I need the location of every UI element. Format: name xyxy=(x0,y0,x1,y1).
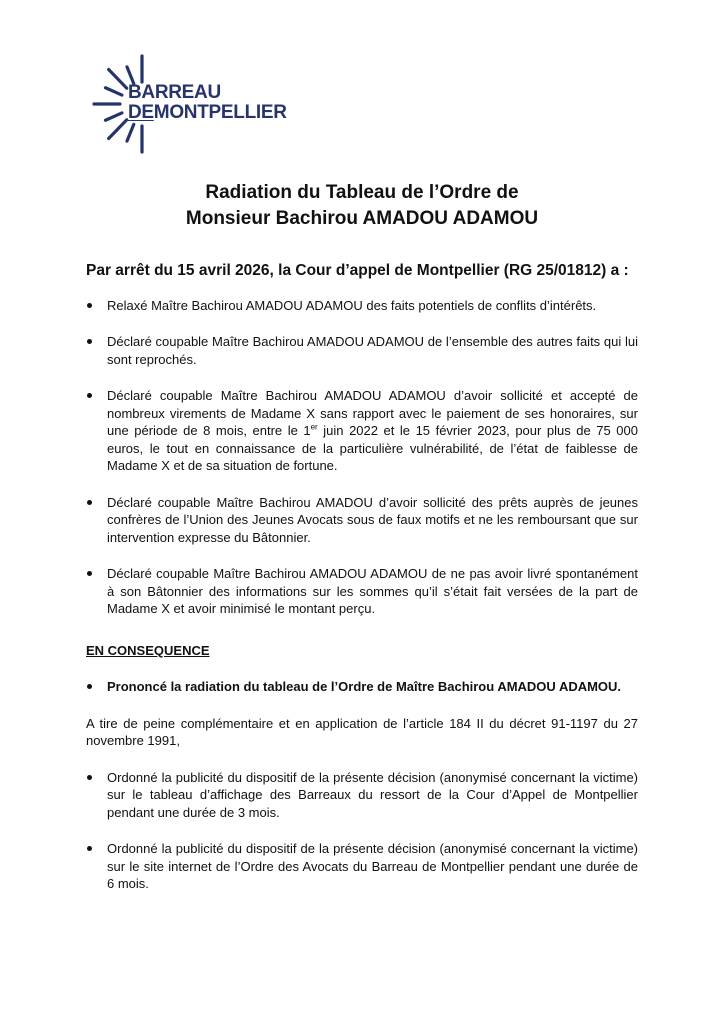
logo-ray xyxy=(109,69,127,88)
consequence-heading: EN CONSEQUENCE xyxy=(86,642,210,658)
logo-ray xyxy=(109,120,127,139)
sanction-list xyxy=(86,678,638,696)
finding-text: Déclaré coupable Maître Bachirou AMADOU ADAMOU d’avoir sollicité et accepté de nombreux virements de Madame X sans rapport avec le paiement de ses honoraires, sur une période de 8 mois, entre le 1 xyxy=(107,388,638,438)
finding-item: Déclaré coupable Maître Bachirou AMADOU d’avoir sollicité des prêts auprès de jeunes confrères de l’Union des Jeunes Avocats sous de faux motifs et ne les remboursant que sur intervention expresse du Bâtonnier. xyxy=(86,494,638,547)
finding-item xyxy=(86,387,638,475)
findings-list xyxy=(86,297,638,618)
additional-penalty-text: A tire de peine complémentaire et en application de l’article 184 II du décret 91-1197 du 27 novembre 1991, xyxy=(86,715,638,748)
decision-intro: Par arrêt du 15 avril 2026, la Cour d’appel de Montpellier (RG 25/01812) a : xyxy=(86,262,629,279)
logo-montpellier: MONTPELLIER xyxy=(153,102,287,123)
sanction-item: Prononcé la radiation du tableau de l’Ordre de Maître Bachirou AMADOU ADAMOU. xyxy=(86,678,638,696)
finding-item: Déclaré coupable Maître Bachirou AMADOU ADAMOU de ne pas avoir livré spontanément à son Bâtonnier des informations sur les sommes qu’il s’était fait versées de la part de Madame X et avoir minimisé le montant perçu. xyxy=(86,565,638,618)
logo-line-montpellier xyxy=(128,103,287,123)
finding-item: Relaxé Maître Bachirou AMADOU ADAMOU des faits potentiels de conflits d’intérêts. xyxy=(86,297,638,315)
logo-line-barreau: BARREAU xyxy=(128,82,221,103)
document-body xyxy=(86,262,638,912)
publication-list xyxy=(86,769,638,893)
logo-de: DE xyxy=(128,102,154,123)
ordinal-superscript: er xyxy=(310,422,318,432)
title-line-2: Monsieur Bachirou AMADOU ADAMOU xyxy=(185,208,539,229)
finding-item: Déclaré coupable Maître Bachirou AMADOU ADAMOU de l’ensemble des autres faits qui lui sont reprochés. xyxy=(86,333,638,368)
page-title xyxy=(0,180,724,232)
publication-item: Ordonné la publicité du dispositif de la présente décision (anonymisé concernant la victime) sur le tableau d’affichage des Barreaux du ressort de la Cour d’Appel de Montpellier pendant une durée de 3 mois. xyxy=(86,769,638,822)
logo-wordmark xyxy=(128,83,287,123)
finding-text: juin 2022 et le 15 février 2023, pour plus de 75 000 euros, le tout en connaissance de la particulière vulnérabilité, de l’état de faiblesse de Madame X et de sa situation de fortune. xyxy=(107,423,638,473)
title-line-1: Radiation du Tableau de l’Ordre de xyxy=(205,182,519,203)
logo-ray xyxy=(105,113,121,120)
publication-item: Ordonné la publicité du dispositif de la présente décision (anonymisé concernant la victime) sur le site internet de l’Ordre des Avocats du Barreau de Montpellier pendant une durée de 6 mois. xyxy=(86,840,638,893)
barreau-logo xyxy=(88,52,318,156)
logo-ray xyxy=(127,124,134,141)
logo-ray xyxy=(105,88,121,95)
